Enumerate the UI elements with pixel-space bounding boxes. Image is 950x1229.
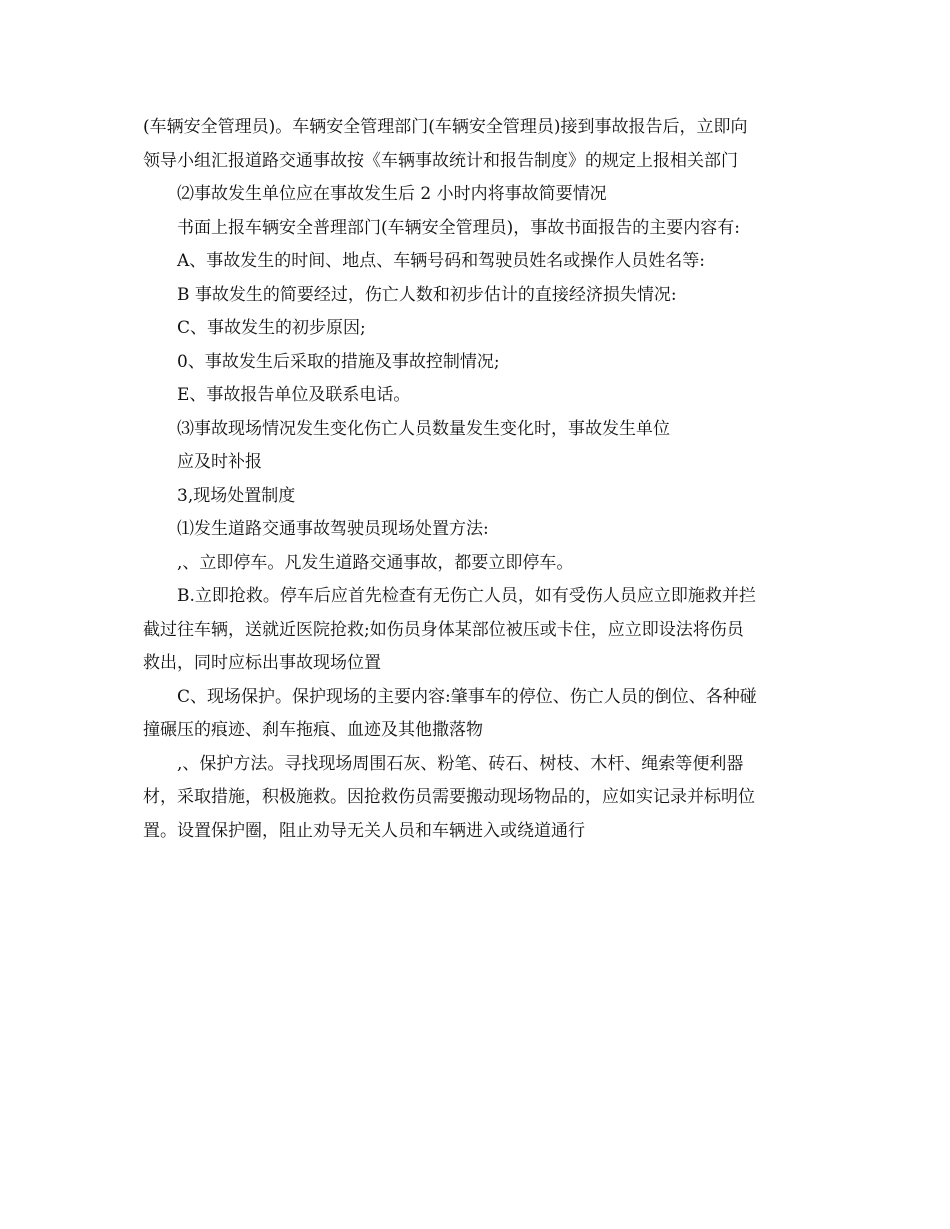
document-body — [143, 111, 808, 848]
text-line: 材，采取措施，积极施救。因抢救伤员需要搬动现场物品的，应如实记录并标明位 — [143, 787, 755, 807]
paragraph — [143, 312, 808, 346]
paragraph — [143, 580, 808, 681]
paragraph — [143, 279, 808, 313]
text-line: 领导小组汇报道路交通事故按《车辆事故统计和报告制度》的规定上报相关部门 — [143, 150, 738, 171]
text-line: 撞碾压的痕迹、刹车拖痕、血迹及其他撒落物 — [143, 720, 483, 740]
text-line: E、事故报告单位及联系电话。 — [177, 385, 411, 405]
text-line: 应及时补报 — [177, 452, 262, 472]
paragraph — [143, 212, 808, 246]
text-line: 3,现场处置制度 — [177, 485, 296, 506]
paragraph — [143, 379, 808, 413]
text-line: ,、保护方法。寻找现场周围石灰、粉笔、砖石、树枝、木杆、绳索等便利器 — [177, 753, 744, 774]
text-line: 截过往车辆，送就近医院抢救;如伤员身体某部位被压或卡住，应立即设法将伤员 — [143, 619, 744, 640]
text-line: A、事故发生的时间、地点、车辆号码和驾驶员姓名或操作人员姓名等: — [177, 251, 706, 271]
paragraph — [143, 547, 808, 581]
paragraph — [143, 178, 808, 212]
text-line: C、事故发生的初步原因; — [177, 318, 366, 338]
paragraph — [143, 480, 808, 514]
text-line: 0、事故发生后采取的措施及事故控制情况; — [177, 351, 500, 372]
text-line: 救出，同时应标出事故现场位置 — [143, 653, 381, 673]
paragraph — [143, 111, 808, 178]
paragraph — [143, 413, 808, 447]
text-line: 置。设置保护圈，阻止劝导无关人员和车辆进入或绕道通行 — [143, 820, 585, 841]
paragraph — [143, 513, 808, 547]
paragraph — [143, 446, 808, 480]
text-line: C、现场保护。保护现场的主要内容:肇事车的停位、伤亡人员的倒位、各种碰 — [177, 686, 757, 707]
text-line: ⑶事故现场情况发生变化伤亡人员数量发生变化时，事故发生单位 — [177, 418, 670, 439]
text-line: ,、立即停车。凡发生道路交通事故，都要立即停车。 — [177, 552, 574, 573]
paragraph — [143, 681, 808, 748]
text-line: (车辆安全管理员)。车辆安全管理部门(车辆安全管理员)接到事故报告后，立即向 — [143, 117, 748, 137]
paragraph — [143, 346, 808, 380]
paragraph — [143, 748, 808, 849]
text-line: 书面上报车辆安全普理部门(车辆安全管理员)，事故书面报告的主要内容有: — [177, 217, 740, 238]
text-line: B 事故发生的简要经过，伤亡人数和初步估计的直接经济损失情况: — [177, 284, 677, 305]
text-line: B.立即抢救。停车后应首先检查有无伤亡人员，如有受伤人员应立即施救并拦 — [177, 586, 756, 606]
paragraph — [143, 245, 808, 279]
text-line: ⑵事故发生单位应在事故发生后 2 小时内将事故简要情况 — [177, 184, 607, 204]
text-line: ⑴发生道路交通事故驾驶员现场处置方法: — [177, 519, 489, 539]
